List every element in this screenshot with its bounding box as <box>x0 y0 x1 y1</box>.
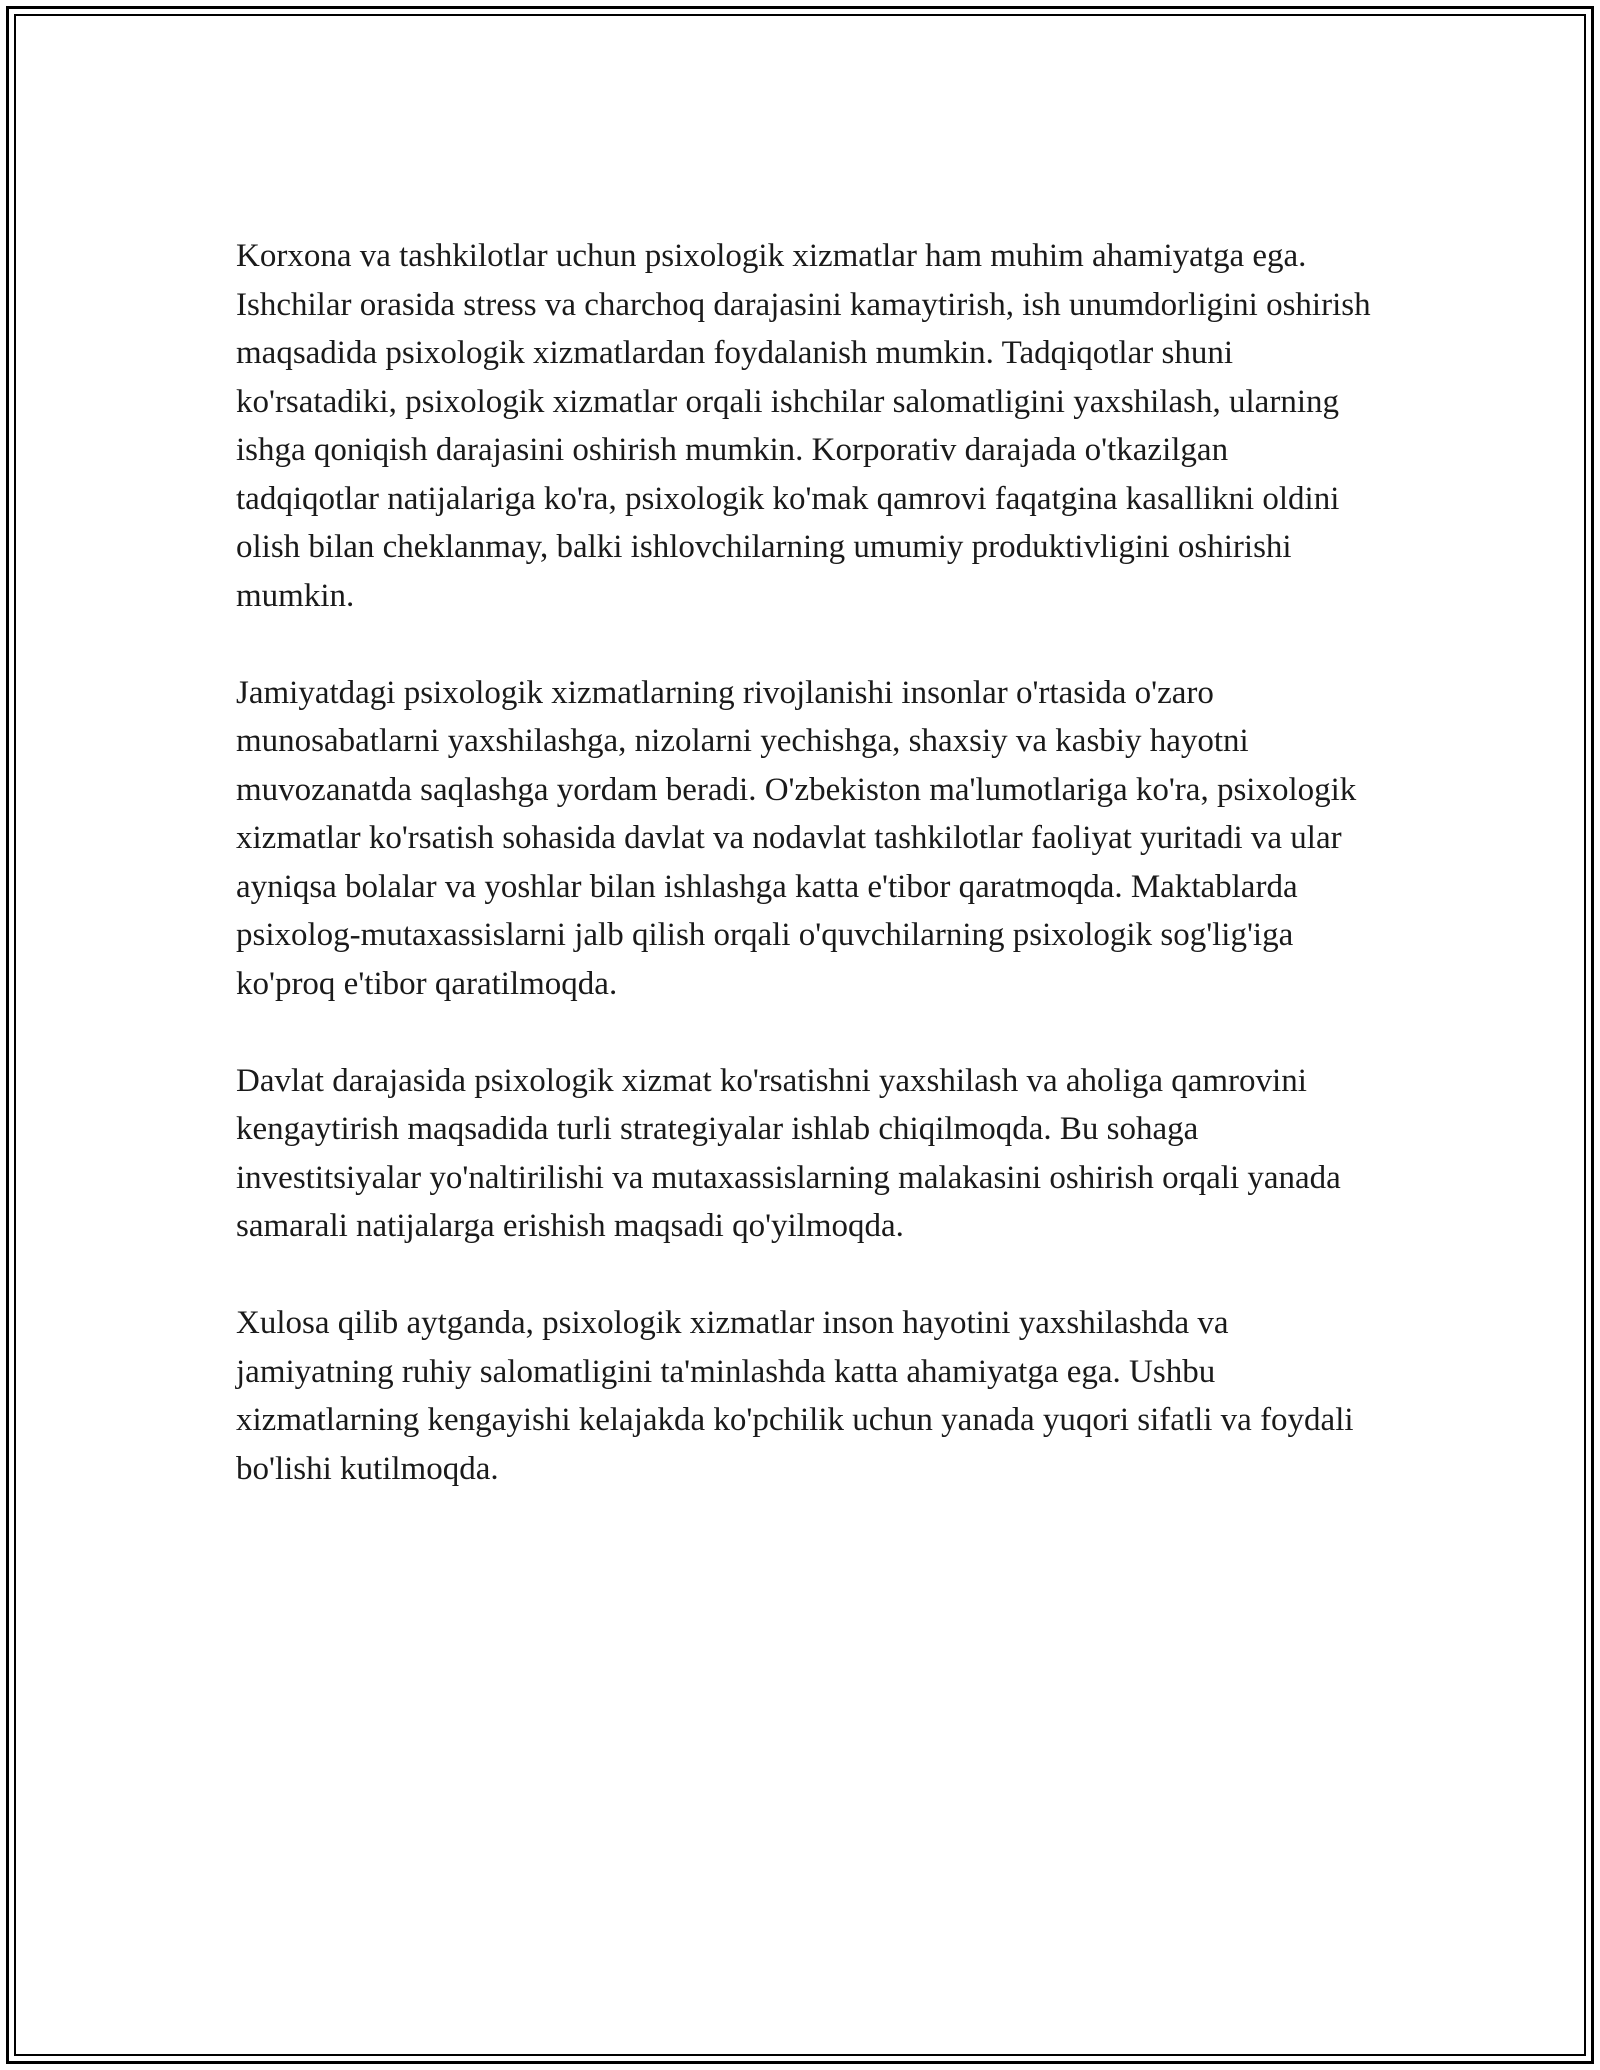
paragraph-conclusion: Xulosa qilib aytganda, psixologik xizmatlar inson hayotini yaxshilashda va jamiyatning ruhiy salomatligini ta'minlashda katta ahamiyatga ega. Ushbu xizmatlarning kengayishi kelajakda ko'pchilik uchun yanada yuqori sifatli va foydali bo'lishi kutilmoqda. <box>236 1305 1354 1487</box>
paragraph-society-development: Jamiyatdagi psixologik xizmatlarning rivojlanishi insonlar o'rtasida o'zaro munosabatlarni yaxshilashga, nizolarni yechishga, shaxsiy va kasbiy hayotni muvozanatda saqlashga yordam beradi. O'zbekiston ma'lumotlariga ko'ra, psixologik xizmatlar ko'rsatish sohasida davlat va nodavlat tashkilotlar faoliyat yuritadi va ular ayniqsa bolalar va yoshlar bilan ishlashga katta e'tibor qaratmoqda. Maktablarda psixolog-mutaxassislarni jalb qilish orqali o'quvchilarning psixologik sog'lig'iga ko'proq e'tibor qaratilmoqda. <box>236 674 1357 1002</box>
paragraph-workplace-services: Korxona va tashkilotlar uchun psixologik xizmatlar ham muhim ahamiyatga ega. Ishchilar orasida stress va charchoq darajasini kamaytirish, ish unumdorligini oshirish maqsadida psixologik xizmatlardan foydalanish mumkin. Tadqiqotlar shuni ko'rsatadiki, psixologik xizmatlar orqali ishchilar salomatligini yaxshilash, ularning ishga qoniqish darajasini oshirish mumkin. Korporativ darajada o'tkazilgan tadqiqotlar natijalariga ko'ra, psixologik ko'mak qamrovi faqatgina kasallikni oldini olish bilan cheklanmay, balki ishlovchilarning umumiy produktivligini oshirishi mumkin. <box>236 238 1371 614</box>
document-body <box>236 232 1376 1542</box>
paragraph-state-strategy: Davlat darajasida psixologik xizmat ko'rsatishni yaxshilash va aholiga qamrovini kengaytirish maqsadida turli strategiyalar ishlab chiqilmoqda. Bu sohaga investitsiyalar yo'naltirilishi va mutaxassislarning malakasini oshirish orqali yanada samarali natijalarga erishish maqsadi qo'yilmoqda. <box>236 1062 1341 1244</box>
